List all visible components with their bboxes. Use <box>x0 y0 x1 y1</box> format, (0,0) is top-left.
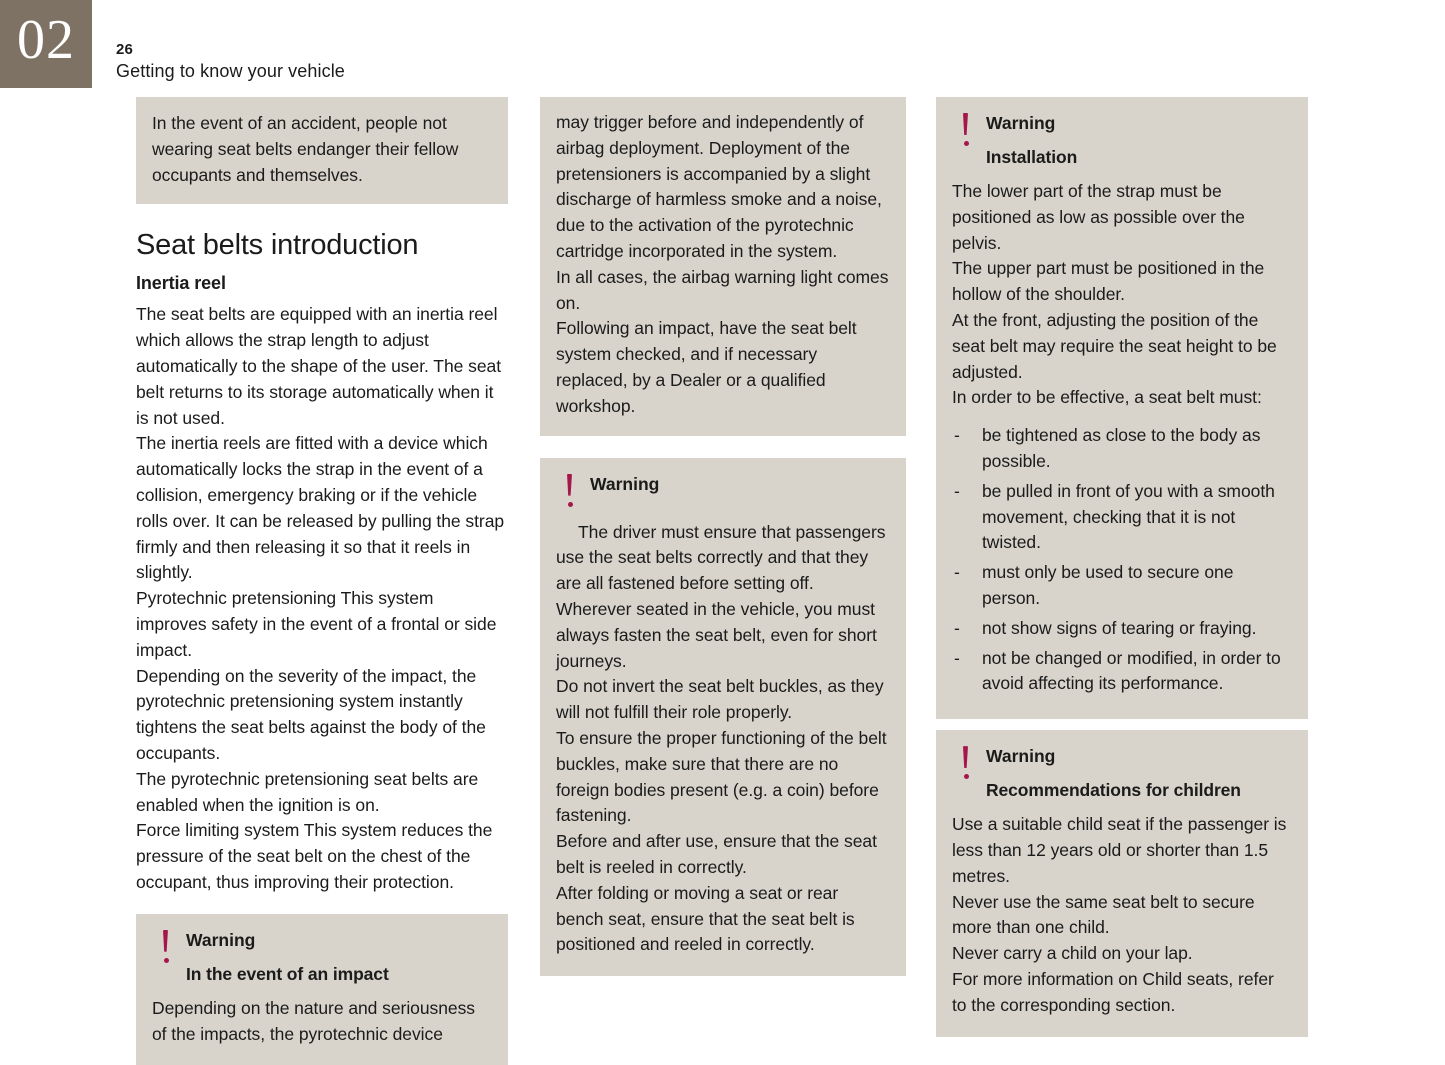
body-paragraph: The pyrotechnic pretensioning seat belts are enabled when the ignition is on. <box>136 768 479 815</box>
section-title: Getting to know your vehicle <box>116 61 345 81</box>
warning-title: Warning <box>986 746 1056 767</box>
continuation-paragraph: Following an impact, have the seat belt system checked, and if necessary replaced, by a Dealer or a qualified workshop. <box>556 318 857 416</box>
warning-title: Warning <box>590 473 660 494</box>
list-bullet-marker: - <box>954 647 960 668</box>
warning-body: In order to be effective, a seat belt must: <box>952 387 1262 408</box>
warning-body: Use a suitable child seat if the passenger is less than 12 years old or shorter than 1.5 metres. <box>952 814 1287 886</box>
list-item-text: be tightened as close to the body as possible. <box>982 425 1261 471</box>
column-left <box>136 97 508 1065</box>
warning-body: Do not invert the seat belt buckles, as they will not fulfill their role properly. <box>556 676 884 723</box>
list-item <box>952 616 1292 642</box>
list-item <box>952 646 1292 698</box>
warning-subtitle: Installation <box>986 147 1078 167</box>
continuation-paragraph: may trigger before and independently of airbag deployment. Deployment of the pretensioners is accompanied by a slight discharge of harmless smoke and a noise, due to the activation of the pyrotechnic cartridge incorporated in the system. <box>556 112 882 261</box>
warning-body: Before and after use, ensure that the seat belt is reeled in correctly. <box>556 831 877 877</box>
warning-header <box>952 111 1292 169</box>
list-item <box>952 479 1292 556</box>
warning-body: The upper part must be positioned in the hollow of the shoulder. <box>952 258 1265 305</box>
warning-box-children <box>936 730 1308 1036</box>
warning-subtitle: Recommendations for children <box>986 780 1241 801</box>
exclamation-icon <box>162 928 172 968</box>
intro-box <box>136 97 508 204</box>
exclamation-icon <box>962 744 972 784</box>
warning-title: Warning <box>186 929 256 950</box>
list-bullet-marker: - <box>954 480 960 501</box>
warning-body: The lower part of the strap must be positioned as low as possible over the pelvis. <box>952 181 1245 253</box>
list-item <box>952 423 1292 475</box>
list-bullet-marker: - <box>954 617 960 638</box>
warning-body <box>556 520 890 675</box>
warning-body: At the front, adjusting the position of the seat belt may require the seat height to be adjusted. <box>952 309 1277 382</box>
exclamation-icon <box>962 111 972 151</box>
continuation-box <box>540 97 906 436</box>
warning-title: Warning <box>986 113 1056 133</box>
column-middle <box>540 97 906 998</box>
column-right <box>936 97 1308 1059</box>
list-item-text: not be changed or modified, in order to avoid affecting its performance. <box>982 647 1281 694</box>
body-paragraph: The seat belts are equipped with an inertia reel which allows the strap length to adjust automatically to the shape of the user. The seat belt returns to its storage automatically when it is not used. <box>136 304 502 428</box>
list-item-text: be pulled in front of you with a smooth movement, checking that it is not twisted. <box>982 480 1275 553</box>
warning-body-text: The driver must ensure that passengers use the seat belts correctly and that they are all fastened before setting off. Wherever seated in the vehicle, you must always fasten the seat belt, even for short journeys. <box>556 521 886 671</box>
warning-body: After folding or moving a seat or rear bench seat, ensure that the seat belt is positioned and reeled in correctly. <box>556 882 855 955</box>
exclamation-icon <box>566 472 576 512</box>
chapter-number: 02 <box>17 9 75 71</box>
warning-box-impact <box>136 914 508 1065</box>
warning-body: Depending on the nature and seriousness of the impacts, the pyrotechnic device <box>152 997 476 1044</box>
warning-body: To ensure the proper functioning of the belt buckles, make sure that there are no foreign bodies present (e.g. a coin) before fastening. <box>556 727 887 826</box>
page-number: 26 <box>116 41 134 58</box>
warning-subtitle: In the event of an impact <box>186 963 389 984</box>
page-title: Seat belts introduction <box>136 229 419 262</box>
warning-body: For more information on Child seats, refer to the corresponding section. <box>952 968 1274 1015</box>
body-paragraph: Force limiting system This system reduces the pressure of the seat belt on the chest of the occupant, thus improving their protection. <box>136 820 493 892</box>
chapter-tab <box>0 0 92 88</box>
body-paragraph: The inertia reels are fitted with a device which automatically locks the strap in the event of a collision, emergency braking or if the vehicle rolls over. It can be released by pulling the strap firmly and then releasing it so that it reels in slightly. <box>136 433 505 583</box>
warning-header <box>556 472 890 512</box>
warning-body: Never carry a child on your lap. <box>952 943 1193 964</box>
list-item-text: not show signs of tearing or fraying. <box>982 617 1257 638</box>
list-bullet-marker: - <box>954 562 960 583</box>
seat-belt-requirements-list <box>952 423 1292 697</box>
body-paragraph: Pyrotechnic pretensioning This system improves safety in the event of a frontal or side impact. <box>136 588 497 660</box>
intro-box-text: In the event of an accident, people not wearing seat belts endanger their fellow occupants and themselves. <box>152 113 459 185</box>
subsection-title: Inertia reel <box>136 273 226 294</box>
warning-header <box>952 744 1292 802</box>
warning-box-installation <box>936 97 1308 719</box>
list-item-text: must only be used to secure one person. <box>982 562 1234 608</box>
warning-body: Never use the same seat belt to secure more than one child. <box>952 891 1255 938</box>
continuation-paragraph: In all cases, the airbag warning light comes on. <box>556 266 889 313</box>
list-item <box>952 560 1292 612</box>
warning-header <box>152 928 492 986</box>
warning-box-driver <box>540 458 906 977</box>
body-paragraph: Depending on the severity of the impact, the pyrotechnic pretensioning system instantly tightens the seat belts against the body of the occupants. <box>136 665 486 763</box>
list-bullet-marker: - <box>954 425 960 446</box>
page-header <box>116 40 536 83</box>
